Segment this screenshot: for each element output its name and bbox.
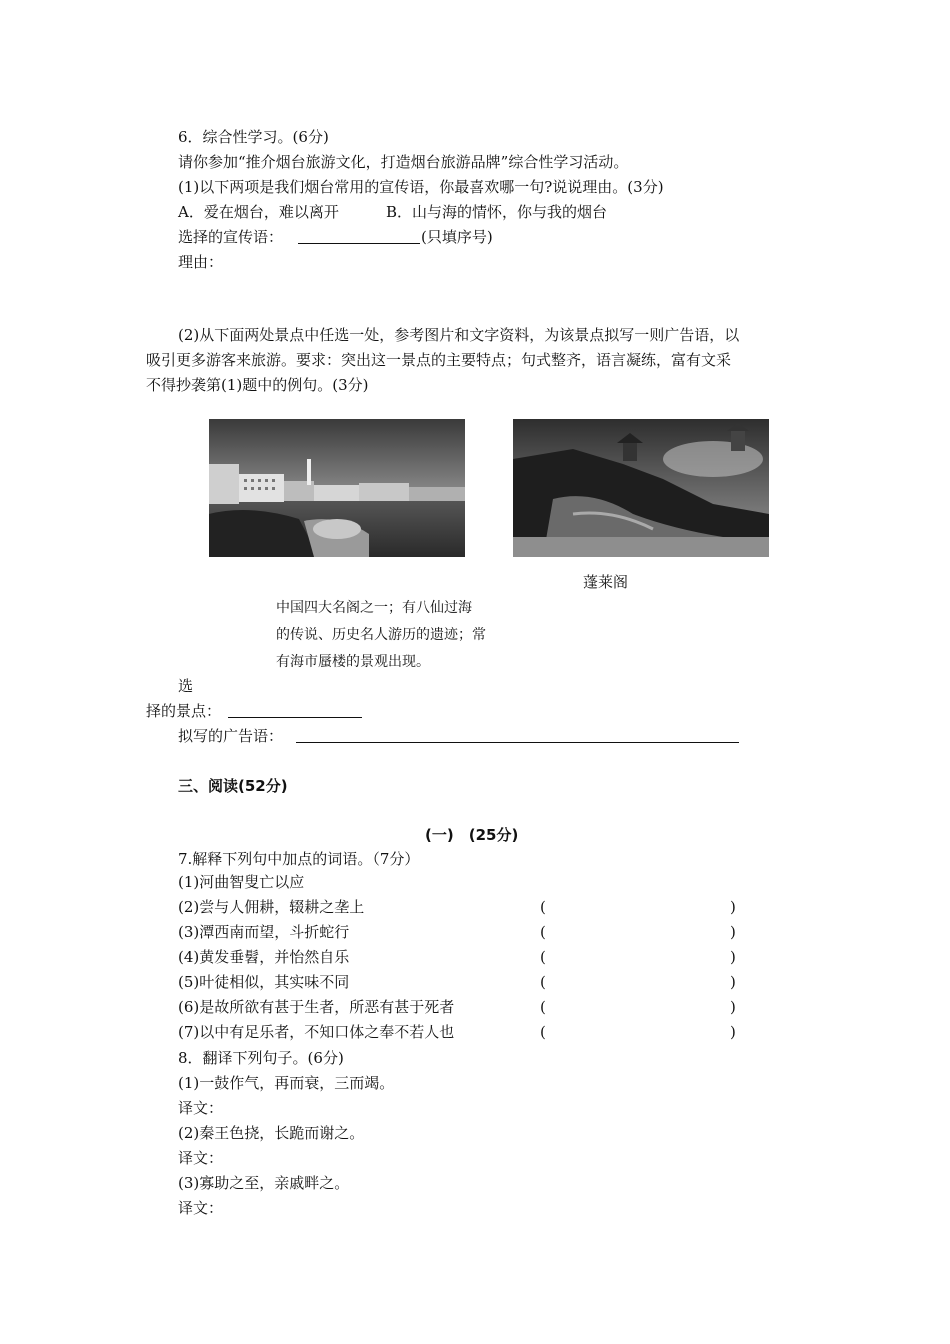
q6-choice-label: 选择的宣传语： — [178, 228, 284, 246]
q7-answer-open-3: ( — [540, 923, 546, 941]
q8-sentence-2: (2)秦王色挠，长跪而谢之。 — [178, 1124, 365, 1142]
q8-sentence-1: (1)一鼓作气，再而衰，三而竭。 — [178, 1074, 395, 1092]
q8-translation-label-1: 译文： — [178, 1099, 224, 1117]
q8-translation-label-2: 译文： — [178, 1149, 224, 1167]
q6-sub2-line3: 不得抄袭第(1)题中的例句。(3分) — [146, 376, 369, 394]
select-label-part1: 选 — [178, 677, 194, 695]
select-label-part2: 择的景点： — [146, 702, 222, 720]
coastal-town-photo — [209, 419, 465, 557]
penglai-desc-line2: 的传说、历史名人游历的遗迹；常 — [276, 627, 486, 643]
q7-item-6: (6)是故所欲有甚于生者，所恶有甚于死者 — [178, 998, 455, 1016]
q7-answer-close-3: ) — [730, 923, 736, 941]
q6-choice-note: (只填序号) — [421, 228, 493, 246]
q8-translation-label-3: 译文： — [178, 1199, 224, 1217]
q7-item-3: (3)潭西南而望，斗折蛇行 — [178, 923, 350, 941]
q7-answer-close-2: ) — [730, 898, 736, 916]
penglai-desc-line3: 有海市蜃楼的景观出现。 — [276, 654, 430, 670]
q6-title: 6．综合性学习。(6分) — [178, 128, 329, 146]
q7-answer-close-6: ) — [730, 998, 736, 1016]
q7-answer-open-5: ( — [540, 973, 546, 991]
q8-title: 8．翻译下列句子。(6分) — [178, 1049, 344, 1067]
q7-title: 7.解释下列句中加点的词语。（7分） — [178, 850, 420, 868]
q6-option-b: B．山与海的情怀，你与我的烟台 — [386, 203, 608, 221]
section3-title: 三、阅读(52分) — [178, 777, 288, 795]
q7-item-1: (1)河曲智叟亡以应 — [178, 873, 305, 891]
q7-answer-open-6: ( — [540, 998, 546, 1016]
section3-part1-heading: (一) (25分) — [425, 826, 519, 844]
q7-answer-close-7: ) — [730, 1023, 736, 1041]
ad-slogan-blank[interactable] — [296, 742, 739, 743]
q7-answer-open-2: ( — [540, 898, 546, 916]
penglai-desc-line1: 中国四大名阁之一；有八仙过海 — [276, 600, 472, 616]
q7-answer-open-7: ( — [540, 1023, 546, 1041]
q7-item-5: (5)叶徒相似，其实味不同 — [178, 973, 350, 991]
q6-sub1: (1)以下两项是我们烟台常用的宣传语，你最喜欢哪一句?说说理由。(3分) — [178, 178, 664, 196]
penglai-caption: 蓬莱阁 — [583, 573, 629, 591]
q6-choice-blank[interactable] — [298, 243, 420, 244]
ad-label: 拟写的广告语： — [178, 727, 284, 745]
q6-reason-label: 理由： — [178, 253, 224, 271]
penglai-pavilion-photo — [513, 419, 769, 557]
q7-answer-close-4: ) — [730, 948, 736, 966]
selected-spot-blank[interactable] — [228, 717, 362, 718]
q6-sub2-line2: 吸引更多游客来旅游。要求：突出这一景点的主要特点；句式整齐，语言凝练，富有文采 — [146, 351, 732, 369]
q7-item-2: (2)尝与人佣耕，辍耕之垄上 — [178, 898, 365, 916]
q6-sub2-line1: (2)从下面两处景点中任选一处，参考图片和文字资料，为该景点拟写一则广告语，以 — [178, 326, 740, 344]
q8-sentence-3: (3)寡助之至，亲戚畔之。 — [178, 1174, 350, 1192]
q7-item-4: (4)黄发垂髫，并怡然自乐 — [178, 948, 350, 966]
q7-answer-open-4: ( — [540, 948, 546, 966]
q7-answer-close-5: ) — [730, 973, 736, 991]
q7-item-7: (7)以中有足乐者，不知口体之奉不若人也 — [178, 1023, 455, 1041]
q6-option-a: A．爱在烟台，难以离开 — [178, 203, 339, 221]
q6-intro: 请你参加“推介烟台旅游文化，打造烟台旅游品牌”综合性学习活动。 — [178, 153, 629, 171]
